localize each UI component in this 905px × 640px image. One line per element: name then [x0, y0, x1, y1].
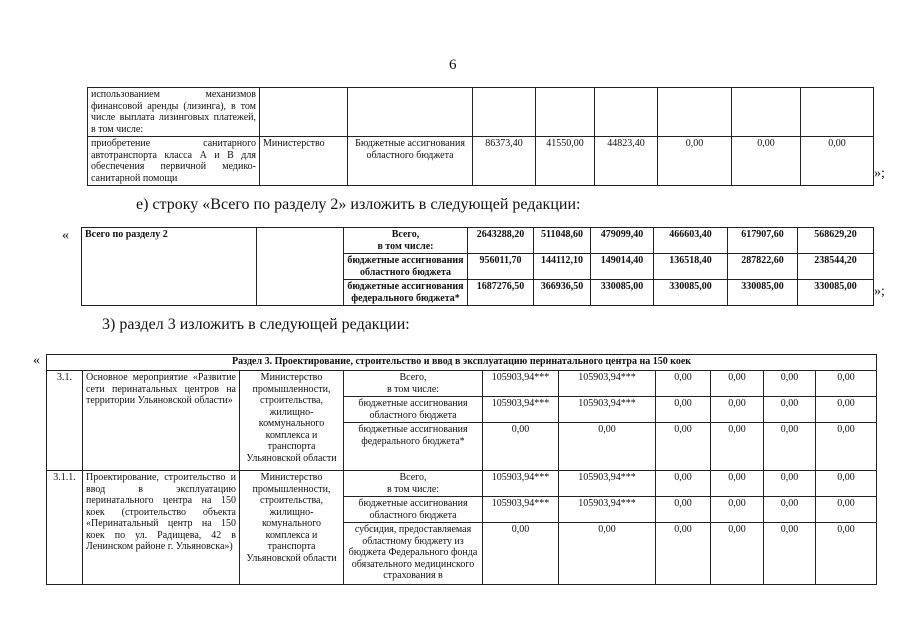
- value-cell: 0,00: [711, 471, 764, 497]
- value-cell: 0,00: [483, 423, 559, 471]
- executor: Министерство промышленности, строительства, жилищно-коммунального комплекса и транспорта Ульяновской области: [240, 371, 344, 471]
- value-cell: 0,00: [656, 397, 711, 423]
- table-section3: [46, 354, 877, 585]
- value-cell: 0,00: [711, 371, 764, 397]
- value-cell: 366936,50: [534, 280, 591, 306]
- page-number: 6: [449, 57, 457, 73]
- total-label: Всего по разделу 2: [82, 228, 257, 306]
- row-name: Основное мероприятие «Развитие сети перинатальных центров на территории Ульяновской области»: [83, 371, 240, 471]
- table-row: [82, 228, 874, 254]
- funding-source: Всего, в том числе:: [344, 228, 468, 254]
- value-cell: 0,00: [816, 371, 877, 397]
- funding-source: субсидия, предоставляемая областному бюджету из бюджета Федерального фонда обязательного медицинского страхования в: [344, 523, 483, 585]
- table-row: [47, 355, 877, 371]
- table-row: [47, 371, 877, 397]
- table-row: [88, 88, 874, 137]
- value-cell: 0,00: [764, 497, 816, 523]
- value-cell: 0,00: [656, 423, 711, 471]
- value-cell: 330085,00: [728, 280, 798, 306]
- value-cell: 0,00: [816, 471, 877, 497]
- value-cell: 105903,94***: [559, 397, 656, 423]
- value-cell: 0,00: [816, 397, 877, 423]
- value-cell: 0,00: [816, 423, 877, 471]
- value-cell: 0,00: [559, 423, 656, 471]
- funding-source: бюджетные ассигнования областного бюджета: [344, 497, 483, 523]
- value-cell: 105903,94***: [559, 371, 656, 397]
- value-cell: 105903,94***: [483, 371, 559, 397]
- value-cell: 0,00: [711, 423, 764, 471]
- value-cell: 44823,40: [595, 137, 658, 186]
- value-cell: 105903,94***: [483, 497, 559, 523]
- value-cell: 2643288,20: [468, 228, 534, 254]
- value-cell: 0,00: [658, 137, 732, 186]
- open-quote: «: [62, 228, 69, 243]
- section-title: Раздел 3. Проектирование, строительство и ввод в эксплуатацию перинатального центра на 150 коек: [47, 355, 877, 371]
- funding-source: бюджетные ассигнования областного бюджета: [344, 254, 468, 280]
- value-cell: 330085,00: [798, 280, 874, 306]
- value-cell: 0,00: [816, 523, 877, 585]
- value-cell: 105903,94***: [483, 397, 559, 423]
- row-number: 3.1.: [47, 371, 83, 471]
- closing-quote: »;: [874, 284, 885, 299]
- open-quote: «: [33, 353, 40, 368]
- value-cell: 0,00: [764, 397, 816, 423]
- funding-source: Всего, в том числе:: [344, 471, 483, 497]
- funding-source: бюджетные ассигнования федерального бюджета*: [344, 280, 468, 306]
- closing-quote: »;: [874, 166, 885, 181]
- row-name: использованием механизмов финансовой аренды (лизинга), в том числе выплата лизинговых платежей, в том числе:: [88, 88, 260, 137]
- value-cell: 0,00: [801, 137, 874, 186]
- funding-source: бюджетные ассигнования областного бюджета: [344, 397, 483, 423]
- value-cell: 0,00: [559, 523, 656, 585]
- value-cell: 0,00: [764, 423, 816, 471]
- value-cell: 144112,10: [534, 254, 591, 280]
- value-cell: 0,00: [656, 523, 711, 585]
- table-row: [47, 471, 877, 497]
- table-row: [88, 137, 874, 186]
- value-cell: 0,00: [711, 397, 764, 423]
- funding-source: бюджетные ассигнования федерального бюджета*: [344, 423, 483, 471]
- value-cell: 105903,94***: [483, 471, 559, 497]
- value-cell: 41550,00: [536, 137, 595, 186]
- value-cell: 330085,00: [591, 280, 654, 306]
- table-section2-tail: [87, 87, 874, 186]
- table-section2-total: [81, 227, 874, 306]
- value-cell: 568629,20: [798, 228, 874, 254]
- value-cell: 105903,94***: [559, 471, 656, 497]
- funding-source: Бюджетные ассигнования областного бюджета: [348, 137, 473, 186]
- value-cell: 287822,60: [728, 254, 798, 280]
- value-cell: 1687276,50: [468, 280, 534, 306]
- value-cell: 330085,00: [654, 280, 728, 306]
- value-cell: 0,00: [656, 497, 711, 523]
- value-cell: 136518,40: [654, 254, 728, 280]
- value-cell: 617907,60: [728, 228, 798, 254]
- value-cell: 238544,20: [798, 254, 874, 280]
- value-cell: 0,00: [816, 497, 877, 523]
- value-cell: 86373,40: [473, 137, 536, 186]
- row-number: 3.1.1.: [47, 471, 83, 585]
- executor: Министерство промышленности, строительства, жилищно-комунального комплекса и транспорта Ульяновской области: [240, 471, 344, 585]
- row-name: Проектирование, строительство и ввод в эксплуатацию перинатального центра на 150 коек (строительство объекта «Перинатальный центр на 150 коек по ул. Радищева, 42 в Ленинском районе г. Ульяновска»): [83, 471, 240, 585]
- value-cell: 149014,40: [591, 254, 654, 280]
- value-cell: 479099,40: [591, 228, 654, 254]
- value-cell: 0,00: [656, 371, 711, 397]
- value-cell: 511048,60: [534, 228, 591, 254]
- value-cell: 956011,70: [468, 254, 534, 280]
- row-name: приобретение санитарного автотранспорта класса А и В для обеспечения первичной медико-санитарной помощи: [88, 137, 260, 186]
- instruction-3: 3) раздел 3 изложить в следующей редакции:: [102, 316, 410, 333]
- executor: Министерство: [260, 137, 348, 186]
- instruction-e: е) строку «Всего по разделу 2» изложить в следующей редакции:: [136, 196, 581, 213]
- value-cell: 0,00: [656, 471, 711, 497]
- value-cell: 105903,94***: [559, 497, 656, 523]
- value-cell: 0,00: [732, 137, 801, 186]
- value-cell: 0,00: [711, 497, 764, 523]
- value-cell: 0,00: [764, 523, 816, 585]
- value-cell: 0,00: [711, 523, 764, 585]
- value-cell: 0,00: [764, 471, 816, 497]
- value-cell: 0,00: [764, 371, 816, 397]
- funding-source: Всего, в том числе:: [344, 371, 483, 397]
- value-cell: 466603,40: [654, 228, 728, 254]
- value-cell: 0,00: [483, 523, 559, 585]
